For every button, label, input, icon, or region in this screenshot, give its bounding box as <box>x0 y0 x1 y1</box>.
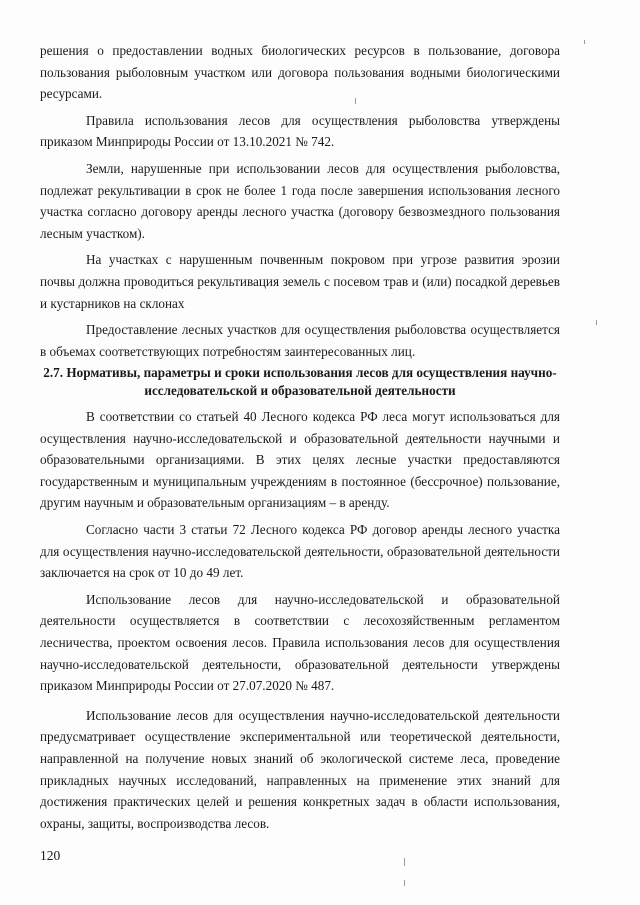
paragraph-provision: Предоставление лесных участков для осуществления рыболовства осуществляется в объемах соответствующих потребностям заинтересованных лиц. <box>40 322 560 359</box>
text-block-bottom <box>40 406 560 834</box>
paragraph-regulation: Использование лесов для научно-исследовательской и образовательной деятельности осуществляется в соответствии с лесохозяйственным регламентом лесничества, проектом освоения лесов. Правила использования лесов для осуществления научно-исследовательской деятельности, образовательной деятельности утверждены приказом Минприроды России от 27.07.2020 № 487. <box>40 591 560 694</box>
paragraph-recultivation: Земли, нарушенные при использовании лесов для осуществления рыболовства, подлежат рекультивации в срок не более 1 года после завершения использования лесного участка согласно договору аренды лесного участка (договору безвозмездного пользования лесным участком). <box>40 160 560 241</box>
scan-speck <box>355 98 356 104</box>
paragraph-research-purpose: Использование лесов для осуществления научно-исследовательской деятельности предусматривает осуществление экспериментальной или теоретической деятельности, направленной на получение новых знаний об экологической системе леса, проведение прикладных научных исследований, направленных на применение этих знаний для достижения практических целей и решения конкретных задач в области использования, охраны, защиты, воспроизводства лесов. <box>40 707 560 831</box>
page-number: 120 <box>40 848 61 863</box>
scan-speck <box>404 858 405 866</box>
scan-speck <box>596 320 597 325</box>
section-heading: 2.7. Нормативы, параметры и сроки использования лесов для осуществления научно-исследовательской и образовательной деятельности <box>43 365 557 398</box>
text-block-top <box>40 40 560 362</box>
paragraph-continuation: решения о предоставлении водных биологических ресурсов в пользование, договора пользования рыболовным участком или договора пользования водными биологическими ресурсами. <box>40 43 560 102</box>
scan-speck <box>584 40 585 44</box>
paragraph-fishing-rules: Правила использования лесов для осуществления рыболовства утверждены приказом Минприроды России от 13.10.2021 № 742. <box>40 112 560 150</box>
scan-speck <box>404 880 405 886</box>
paragraph-erosion: На участках с нарушенным почвенным покровом при угрозе развития эрозии почвы должна проводиться рекультивация земель с посевом трав и (или) посадкой деревьев и кустарников на склонах <box>40 252 560 311</box>
paragraph-article-40: В соответствии со статьей 40 Лесного кодекса РФ леса могут использоваться для осуществления научно-исследовательской и образовательной деятельности научными и образовательными организациями. В этих целях лесные участки предоставляются государственным и муниципальным учреждениям в постоянное (бессрочное) пользование, другим научным и образовательным организациям – в аренду. <box>40 409 560 511</box>
paragraph-article-72: Согласно части 3 статьи 72 Лесного кодекса РФ договор аренды лесного участка для осуществления научно-исследовательской деятельности, образовательной деятельности заключается на срок от 10 до 49 лет. <box>40 521 560 581</box>
